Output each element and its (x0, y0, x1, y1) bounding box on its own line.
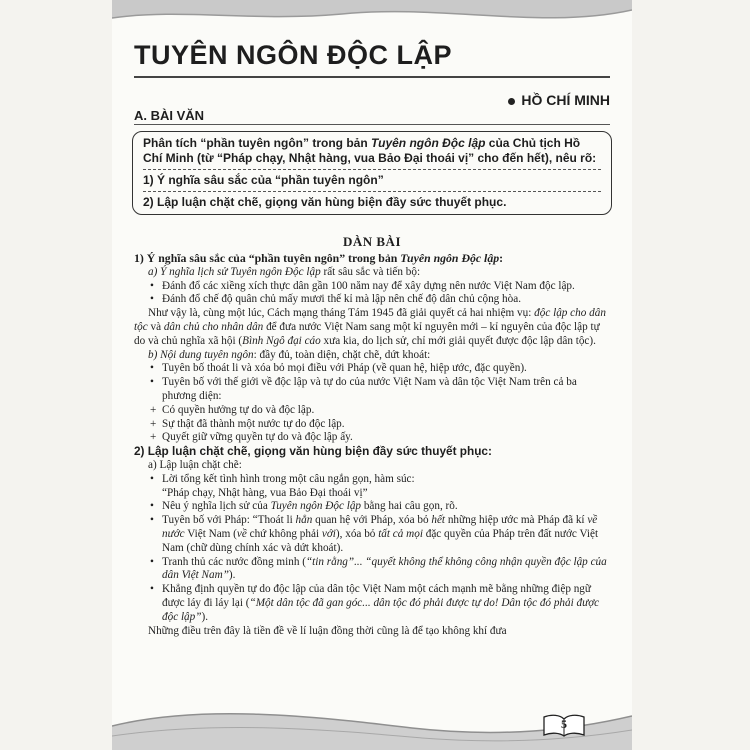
bullet-emphasis: về (236, 527, 247, 540)
plus-item: + Quyết giữ vững quyền tự do và độc lập ấy. (134, 431, 608, 445)
bullet-text: quan hệ với Pháp, xóa bỏ (312, 514, 432, 527)
bullet-text: những hiệp ước mà Pháp đã kí (445, 514, 588, 527)
bullet-text: Khẳng định quyền tự do độc lập của dân tộc Việt Nam một cách mạnh mẽ bằng những điệp ngữ được láy đi láy lại ( (162, 583, 591, 609)
plus-item: + Có quyền hưởng tự do và độc lập. (134, 404, 608, 418)
bullet-text: đặc quyền của Pháp trên đất nước Việt Nam (chữ dùng chính xác và dứt khoát). (162, 527, 599, 554)
bullet-item: • Tuyên bố với thế giới về độc lập và tự do của nước Việt Nam và dân tộc Việt Nam trên cả ba phương diện: (134, 376, 608, 404)
bullet-item: • Lời tổng kết tình hình trong một câu ngắn gọn, hàm súc: (134, 473, 608, 487)
top-wave-decoration (112, 0, 632, 32)
subsection-a: a) Lập luận chặt chẽ: (148, 458, 242, 471)
section-1-heading (134, 252, 608, 266)
bullet-emphasis: “tin rằng”... “quyết không thể không công nhận quyền độc lập của dân Việt Nam” (162, 555, 607, 582)
bullet-item (134, 514, 608, 555)
subsection-a-emphasis: a) Ý nghĩa lịch sử Tuyên ngôn Độc lập (148, 265, 321, 278)
subsection-a-text: rất sâu sắc và tiến bộ: (320, 265, 421, 278)
paragraph (134, 307, 608, 348)
bullet-emphasis: với (321, 527, 336, 540)
author-text: HỒ CHÍ MINH (521, 92, 610, 108)
outline-body (134, 252, 608, 638)
bullet-emphasis: hết (431, 514, 446, 527)
paragraph-text: Như vậy là, cùng một lúc, Cách mạng tháng Tám 1945 đã giải quyết cả hai nhiệm vụ: (148, 307, 535, 320)
subsection-b (134, 349, 608, 363)
heading-text: 1) Ý nghĩa sâu sắc của “phần tuyên ngôn” trong bản (134, 251, 401, 265)
plus-item: + Sự thật đã thành một nước tự do độc lập. (134, 418, 608, 432)
subsection-a (134, 266, 608, 280)
bullet-text: Nêu ý nghĩa lịch sử của (162, 500, 271, 513)
task-box (132, 131, 612, 215)
paragraph: Những điều trên đây là tiền đề về lí luận đồng thời cũng là để tạo không khí đưa (148, 624, 507, 637)
bullet-emphasis: hẳn (295, 514, 313, 527)
section-a-heading: A. BÀI VĂN (134, 108, 205, 123)
page-number: 5 (561, 717, 567, 731)
heading-emphasis: Tuyên ngôn Độc lập (400, 251, 500, 265)
task-prompt (143, 136, 601, 166)
bullet-text: chứ không phải (246, 527, 322, 540)
bullet-item (134, 556, 608, 584)
bullet-text: Tuyên bố với Pháp: “Thoát li (162, 514, 296, 527)
bullet-text: ). (228, 569, 236, 582)
bullet-item (134, 583, 608, 624)
paragraph-emphasis: Bình Ngô đại cáo (242, 334, 321, 347)
task-prompt-text: Phân tích “phần tuyên ngôn” trong bản (143, 136, 371, 150)
bullet-text: ), xóa bỏ (335, 527, 379, 540)
paragraph-text: và (147, 320, 164, 333)
paragraph-text: để đưa nước Việt Nam sang một kỉ nguyên mới – kỉ nguyên của độc lập tự do và chủ nghĩa xã hội ( (134, 320, 600, 347)
section-divider (134, 124, 610, 125)
paragraph-emphasis: dân chủ cho nhân dân (163, 320, 264, 333)
bullet-emphasis: “Một dân tộc đã gan góc... dân tộc đó phải được tự do! Dân tộc đó phải được độc lập” (162, 596, 600, 623)
task-prompt-emphasis: Tuyên ngôn Độc lập (371, 136, 486, 150)
outline-heading: DÀN BÀI (342, 234, 402, 249)
section-2-heading: 2) Lập luận chặt chẽ, giọng văn hùng biện đầy sức thuyết phục: (134, 444, 492, 459)
task-prompt-text: của Chủ tịch Hồ Chí Minh (từ “Pháp chạy, Nhật hàng, vua Bảo Đại thoái vị” cho đến hết), nêu rõ: (143, 136, 597, 165)
bullet-item: • Tuyên bố thoát li và xóa bỏ mọi điều với Pháp (về quan hệ, hiệp ước, đặc quyền). (134, 362, 608, 376)
bullet-text: Tranh thủ các nước đồng minh ( (162, 555, 306, 568)
heading-text: : (499, 251, 504, 265)
bullet-emphasis: về nước (162, 514, 598, 540)
bullet-text: bằng hai câu gọn, rõ. (361, 500, 458, 513)
book-page (112, 0, 632, 750)
bullet-emphasis: Tuyên ngôn Độc lập (270, 500, 362, 513)
bullet-text: Việt Nam ( (184, 527, 237, 540)
title-divider (134, 76, 610, 78)
bullet-item: • Đánh đổ chế độ quân chủ mấy mươi thế kỉ mà lập nên chế độ dân chủ cộng hòa. (134, 293, 608, 307)
bullet-icon (508, 98, 515, 105)
paragraph-text: xưa kia, do lịch sử, chỉ mới giải quyết được độc lập dân tộc). (320, 334, 596, 347)
task-item-2: 2) Lập luận chặt chẽ, giọng văn hùng biện đầy sức thuyết phục. (143, 191, 601, 210)
bullet-item: • Đánh đổ các xiềng xích thực dân gần 100 năm nay để xây dựng nên nước Việt Nam độc lập. (134, 280, 608, 294)
page-title: TUYÊN NGÔN ĐỘC LẬP (134, 40, 453, 70)
bullet-emphasis: tất cả mọi (378, 527, 423, 540)
task-item-1: 1) Ý nghĩa sâu sắc của “phần tuyên ngôn” (143, 169, 601, 188)
page-number-badge (542, 712, 586, 738)
paragraph-emphasis: độc lập cho dân tộc (134, 307, 606, 333)
bullet-text: ). (201, 610, 208, 623)
subsection-b-text: : đầy đủ, toàn diện, chặt chẽ, dứt khoát: (253, 348, 431, 361)
author-name (508, 92, 610, 108)
subsection-b-emphasis: b) Nội dung tuyên ngôn (148, 348, 254, 361)
quote-line: “Pháp chạy, Nhật hàng, vua Bảo Đại thoái vị” (162, 486, 368, 499)
bullet-item (134, 500, 608, 514)
